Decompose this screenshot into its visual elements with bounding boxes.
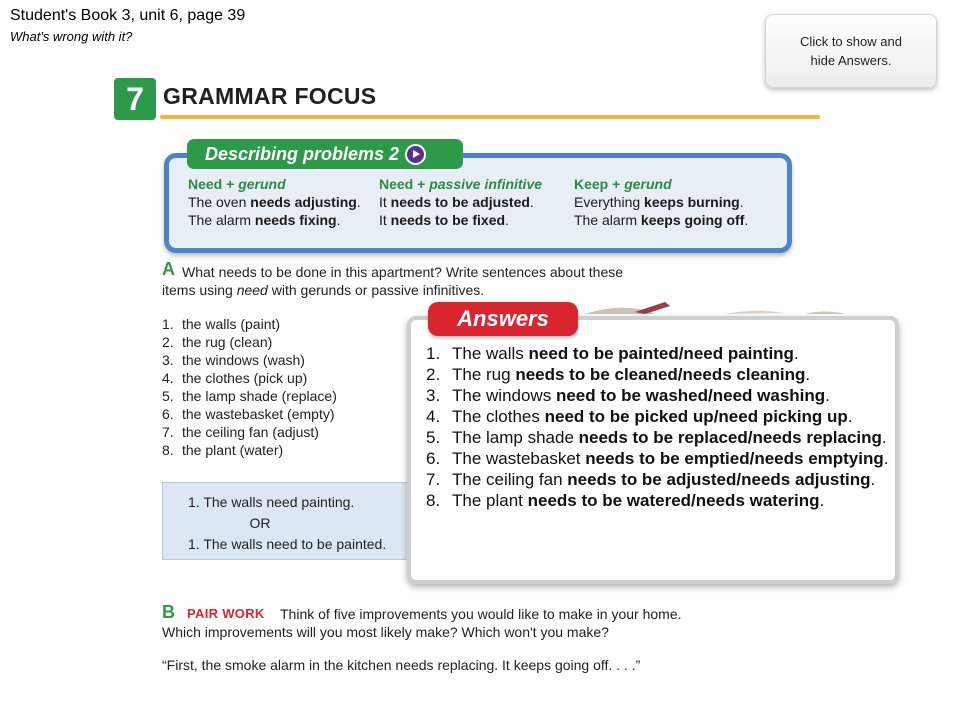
item-text: the walls (paint) — [182, 316, 281, 332]
example-text: . — [356, 194, 361, 210]
list-item — [162, 405, 337, 423]
example-bold: needs fixing — [254, 212, 337, 228]
answer-bold: needs to be adjusted/needs adjusting — [567, 470, 871, 489]
answer-text: The ceiling fan — [452, 470, 568, 489]
answer-item — [426, 364, 896, 385]
section-number-badge: 7 — [114, 78, 156, 120]
item-text: the windows (wash) — [182, 352, 305, 368]
instruction-italic: need — [236, 282, 268, 298]
page-subtitle: What's wrong with it? — [10, 29, 133, 44]
section-a-instruction: What needs to be done in this apartment? Write sentences about these — [182, 264, 624, 280]
example-bold: needs to be fixed — [390, 212, 506, 228]
item-number: 4. — [162, 370, 174, 386]
example-text: The alarm — [188, 212, 255, 228]
example-text: . — [529, 194, 534, 210]
item-number: 7. — [162, 424, 174, 440]
example-bold: needs to be adjusted — [390, 194, 530, 210]
answer-text: . — [819, 491, 825, 510]
answer-number: 6. — [426, 449, 441, 468]
answer-number: 1. — [426, 344, 441, 363]
answer-item — [426, 490, 896, 511]
answer-text: . — [825, 386, 830, 405]
answer-text: . — [870, 470, 876, 489]
answer-bold: needs to be watered/needs watering — [527, 491, 820, 510]
list-item — [162, 387, 337, 405]
answer-text: The wastebasket — [452, 449, 586, 468]
answer-item — [426, 385, 896, 406]
answer-bold: need to be washed/need washing — [555, 386, 826, 405]
grammar-head-italic: gerund — [238, 176, 286, 192]
example-bold: keeps burning — [644, 194, 740, 210]
item-number: 3. — [162, 352, 174, 368]
answer-text: The windows — [452, 386, 556, 405]
section-a-letter: A — [162, 259, 175, 279]
example-bold: needs adjusting — [250, 194, 357, 210]
answer-text: The plant — [452, 491, 528, 510]
answer-number: 8. — [426, 491, 441, 510]
section-b-example-quote: “First, the smoke alarm in the kitchen needs replacing. It keeps going off. . . .” — [162, 657, 641, 673]
section-a-item-list — [162, 315, 337, 459]
section-title: GRAMMAR FOCUS — [163, 83, 377, 109]
example-line-1: 1. The walls need painting. — [188, 494, 355, 510]
answer-item — [426, 343, 896, 364]
answer-number: 2. — [426, 365, 441, 384]
section-divider — [160, 115, 820, 119]
section-a-instruction-2 — [162, 281, 484, 299]
answer-bold: needs to be replaced/needs replacing — [578, 428, 882, 447]
answer-text: . — [847, 407, 853, 426]
instruction-text: items using — [162, 282, 237, 298]
grammar-column-need-passive — [379, 175, 542, 229]
answer-text: The clothes — [452, 407, 545, 426]
item-number: 8. — [162, 442, 174, 458]
grammar-head: Need + — [188, 176, 239, 192]
answer-text: . — [881, 428, 887, 447]
answer-item — [426, 427, 896, 448]
answer-bold: need to be picked up/need picking up — [544, 407, 848, 426]
answer-bold: needs to be cleaned/needs cleaning — [515, 365, 806, 384]
answer-item — [426, 469, 896, 490]
answer-text: . — [883, 449, 889, 468]
answer-text: The rug — [452, 365, 516, 384]
grammar-column-need-gerund — [188, 175, 361, 229]
list-item — [162, 441, 337, 459]
grammar-box-title: Describing problems 2 — [205, 143, 400, 164]
answer-item — [426, 406, 896, 427]
example-text: It — [379, 194, 391, 210]
list-item — [162, 333, 337, 351]
list-item — [162, 369, 337, 387]
answer-text: . — [793, 344, 799, 363]
page-title: Student's Book 3, unit 6, page 39 — [10, 7, 246, 24]
item-number: 6. — [162, 406, 174, 422]
item-text: the clothes (pick up) — [182, 370, 308, 386]
list-item — [162, 315, 337, 333]
example-text: Everything — [574, 194, 645, 210]
answer-number: 4. — [426, 407, 441, 426]
list-item — [162, 351, 337, 369]
section-b-instruction: Think of five improvements you would like to make in your home. — [280, 606, 682, 622]
toggle-answers-label: Click to show and hide Answers. — [800, 34, 902, 68]
item-number: 5. — [162, 388, 174, 404]
answer-text: . — [805, 365, 811, 384]
example-line-2: 1. The walls need to be painted. — [188, 536, 387, 552]
illustration-fragment — [575, 300, 855, 316]
example-answer-box — [162, 482, 418, 560]
answer-bold: need to be painted/need painting — [528, 344, 794, 363]
item-number: 1. — [162, 316, 174, 332]
answer-number: 3. — [426, 386, 441, 405]
grammar-head-italic: passive infinitive — [429, 176, 543, 192]
play-audio-icon[interactable] — [405, 144, 426, 165]
example-text: . — [505, 212, 509, 228]
item-number: 2. — [162, 334, 174, 350]
example-text: . — [739, 194, 744, 210]
grammar-head-italic: gerund — [624, 176, 672, 192]
example-text: The oven — [188, 194, 251, 210]
list-item — [162, 423, 337, 441]
section-b-letter: B — [162, 602, 175, 622]
answer-bold: needs to be emptied/needs emptying — [585, 449, 884, 468]
example-text: . — [744, 212, 749, 228]
grammar-head: Keep + — [574, 176, 625, 192]
example-or: OR — [249, 515, 271, 531]
item-text: the ceiling fan (adjust) — [182, 424, 319, 440]
item-text: the rug (clean) — [182, 334, 273, 350]
grammar-column-keep-gerund — [574, 175, 748, 229]
example-bold: keeps going off — [640, 212, 745, 228]
example-text: . — [336, 212, 341, 228]
instruction-text: with gerunds or passive infinitives. — [267, 282, 485, 298]
grammar-box-tab — [187, 139, 463, 169]
answer-number: 7. — [426, 470, 441, 489]
item-text: the lamp shade (replace) — [182, 388, 337, 404]
answer-number: 5. — [426, 428, 441, 447]
grammar-head: Need + — [379, 176, 430, 192]
section-b-instruction-2: Which improvements will you most likely make? Which won't you make? — [162, 624, 609, 640]
answer-item — [426, 448, 896, 469]
toggle-answers-button[interactable] — [765, 14, 937, 88]
answer-text: The walls — [452, 344, 529, 363]
answers-tab: Answers — [428, 302, 578, 336]
example-text: The alarm — [574, 212, 641, 228]
item-text: the plant (water) — [182, 442, 284, 458]
answers-list — [426, 343, 896, 511]
item-text: the wastebasket (empty) — [182, 406, 335, 422]
answer-text: The lamp shade — [452, 428, 579, 447]
pair-work-label: PAIR WORK — [187, 606, 265, 621]
example-text: It — [379, 212, 391, 228]
